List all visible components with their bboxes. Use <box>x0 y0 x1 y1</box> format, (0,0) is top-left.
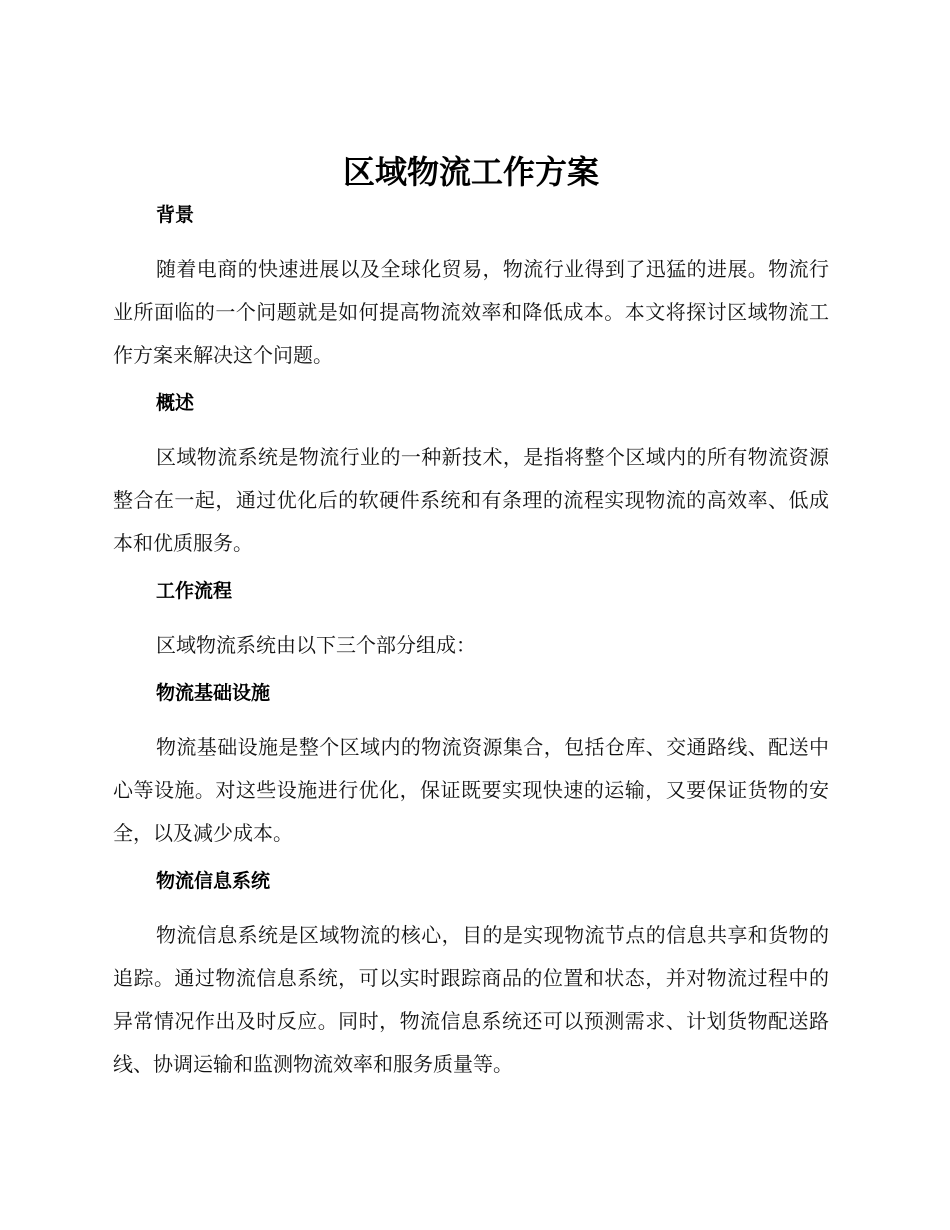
section-heading-workflow: 工作流程 <box>156 580 233 602</box>
section-background <box>113 202 829 377</box>
section-heading-overview: 概述 <box>156 392 195 414</box>
section-information-system <box>113 868 829 1086</box>
paragraph-workflow: 区域物流系统由以下三个部分组成： <box>156 633 476 657</box>
paragraph-infrastructure: 物流基础设施是整个区域内的物流资源集合，包括仓库、交通路线、配送中心等设施。对这些设施进行优化，保证既要实现快速的运输，又要保证货物的安全，以及减少成本。 <box>113 735 829 845</box>
section-infrastructure <box>113 680 829 855</box>
paragraph-overview: 区域物流系统是物流行业的一种新技术，是指将整个区域内的所有物流资源整合在一起，通过优化后的软硬件系统和有条理的流程实现物流的高效率、低成本和优质服务。 <box>113 445 829 555</box>
section-heading-infrastructure: 物流基础设施 <box>156 682 271 704</box>
section-overview <box>113 390 829 565</box>
paragraph-background: 随着电商的快速进展以及全球化贸易，物流行业得到了迅猛的进展。物流行业所面临的一个问题就是如何提高物流效率和降低成本。本文将探讨区域物流工作方案来解决这个问题。 <box>113 257 829 367</box>
document-page <box>113 150 829 1099</box>
section-heading-information-system: 物流信息系统 <box>156 870 271 892</box>
paragraph-information-system: 物流信息系统是区域物流的核心，目的是实现物流节点的信息共享和货物的追踪。通过物流信息系统，可以实时跟踪商品的位置和状态，并对物流过程中的异常情况作出及时反应。同时，物流信息系统还可以预测需求、计划货物配送路线、协调运输和监测物流效率和服务质量等。 <box>113 923 829 1076</box>
section-heading-background: 背景 <box>156 204 195 226</box>
document-title: 区域物流工作方案 <box>342 153 599 191</box>
section-workflow <box>113 578 829 667</box>
